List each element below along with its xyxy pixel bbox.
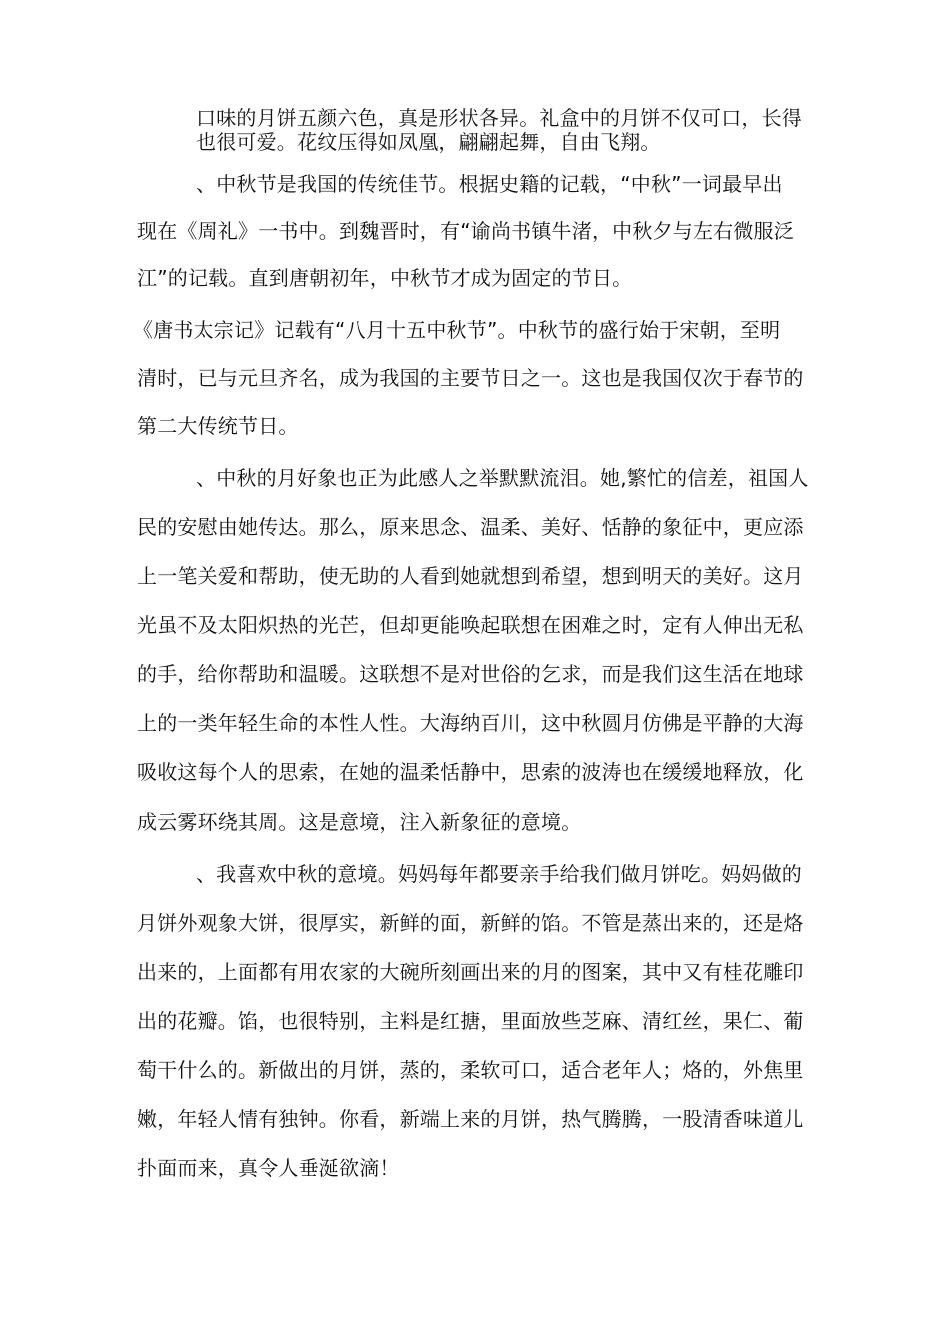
text-line: 月饼外观象大饼，很厚实，新鲜的面，新鲜的馅。不管是蒸出来的，还是烙 [137,911,804,935]
text-line: 上的一类年轻生命的本性人性。大海纳百川，这中秋圆月仿佛是平静的大海 [137,711,804,735]
text-line: 扑面而来，真令人垂涎欲滴！ [137,1156,400,1180]
text-line: 吸收这每个人的思索，在她的温柔恬静中，思索的波涛也在缓缓地释放，化 [137,760,804,784]
text-line: 清时，已与元旦齐名，成为我国的主要节日之一。这也是我国仅次于春节的 [137,366,804,390]
text-line: 成云雾环绕其周。这是意境，注入新象征的意境。 [137,810,582,834]
text-line: 江”的记载。直到唐朝初年，中秋节才成为固定的节日。 [137,266,633,290]
text-line: 民的安慰由她传达。那么，原来思念、温柔、美好、恬静的象征中，更应添 [137,515,804,539]
text-line: 出来的，上面都有用农家的大碗所刻画出来的月的图案，其中又有桂花雕印 [137,960,804,984]
text-line: 也很可爱。花纹压得如凤凰，翩翩起舞，自由飞翔。 [196,130,661,154]
text-line: 口味的月饼五颜六色，真是形状各异。礼盒中的月饼不仅可口，长得 [196,106,802,130]
text-line: 嫩，年轻人情有独钟。你看，新端上来的月饼，热气腾腾，一股清香味道儿 [137,1107,804,1131]
text-line: 出的花瓣。馅，也很特别，主料是红搪，里面放些芝麻、清红丝，果仁、葡 [137,1009,804,1033]
text-line: 上一笔关爱和帮助，使无助的人看到她就想到希望，想到明天的美好。这月 [137,564,804,588]
text-line: 、中秋的月好象也正为此感人之举默默流泪。她,繁忙的信差，祖国人 [196,466,809,490]
text-line: 现在《周礼》一书中。到魏晋时，有“谕尚书镇牛渚，中秋夕与左右微服泛 [137,219,794,243]
text-line: 的手，给你帮助和温暖。这联想不是对世俗的乞求，而是我们这生活在地球 [137,662,804,686]
text-line: 萄干什么的。新做出的月饼，蒸的，柔软可口，适合老年人；烙的，外焦里 [137,1058,804,1082]
text-line: 、中秋节是我国的传统佳节。根据史籍的记载，“中秋”一词最早出 [196,172,783,196]
text-line: 《唐书太宗记》记载有“八月十五中秋节”。中秋节的盛行始于宋朝，至明 [133,318,781,342]
text-line: 第二大传统节日。 [137,414,299,438]
text-line: 光虽不及太阳炽热的光芒，但却更能唤起联想在困难之时，定有人伸出无私 [137,613,804,637]
text-line: 、我喜欢中秋的意境。妈妈每年都要亲手给我们做月饼吃。妈妈做的 [196,862,802,886]
